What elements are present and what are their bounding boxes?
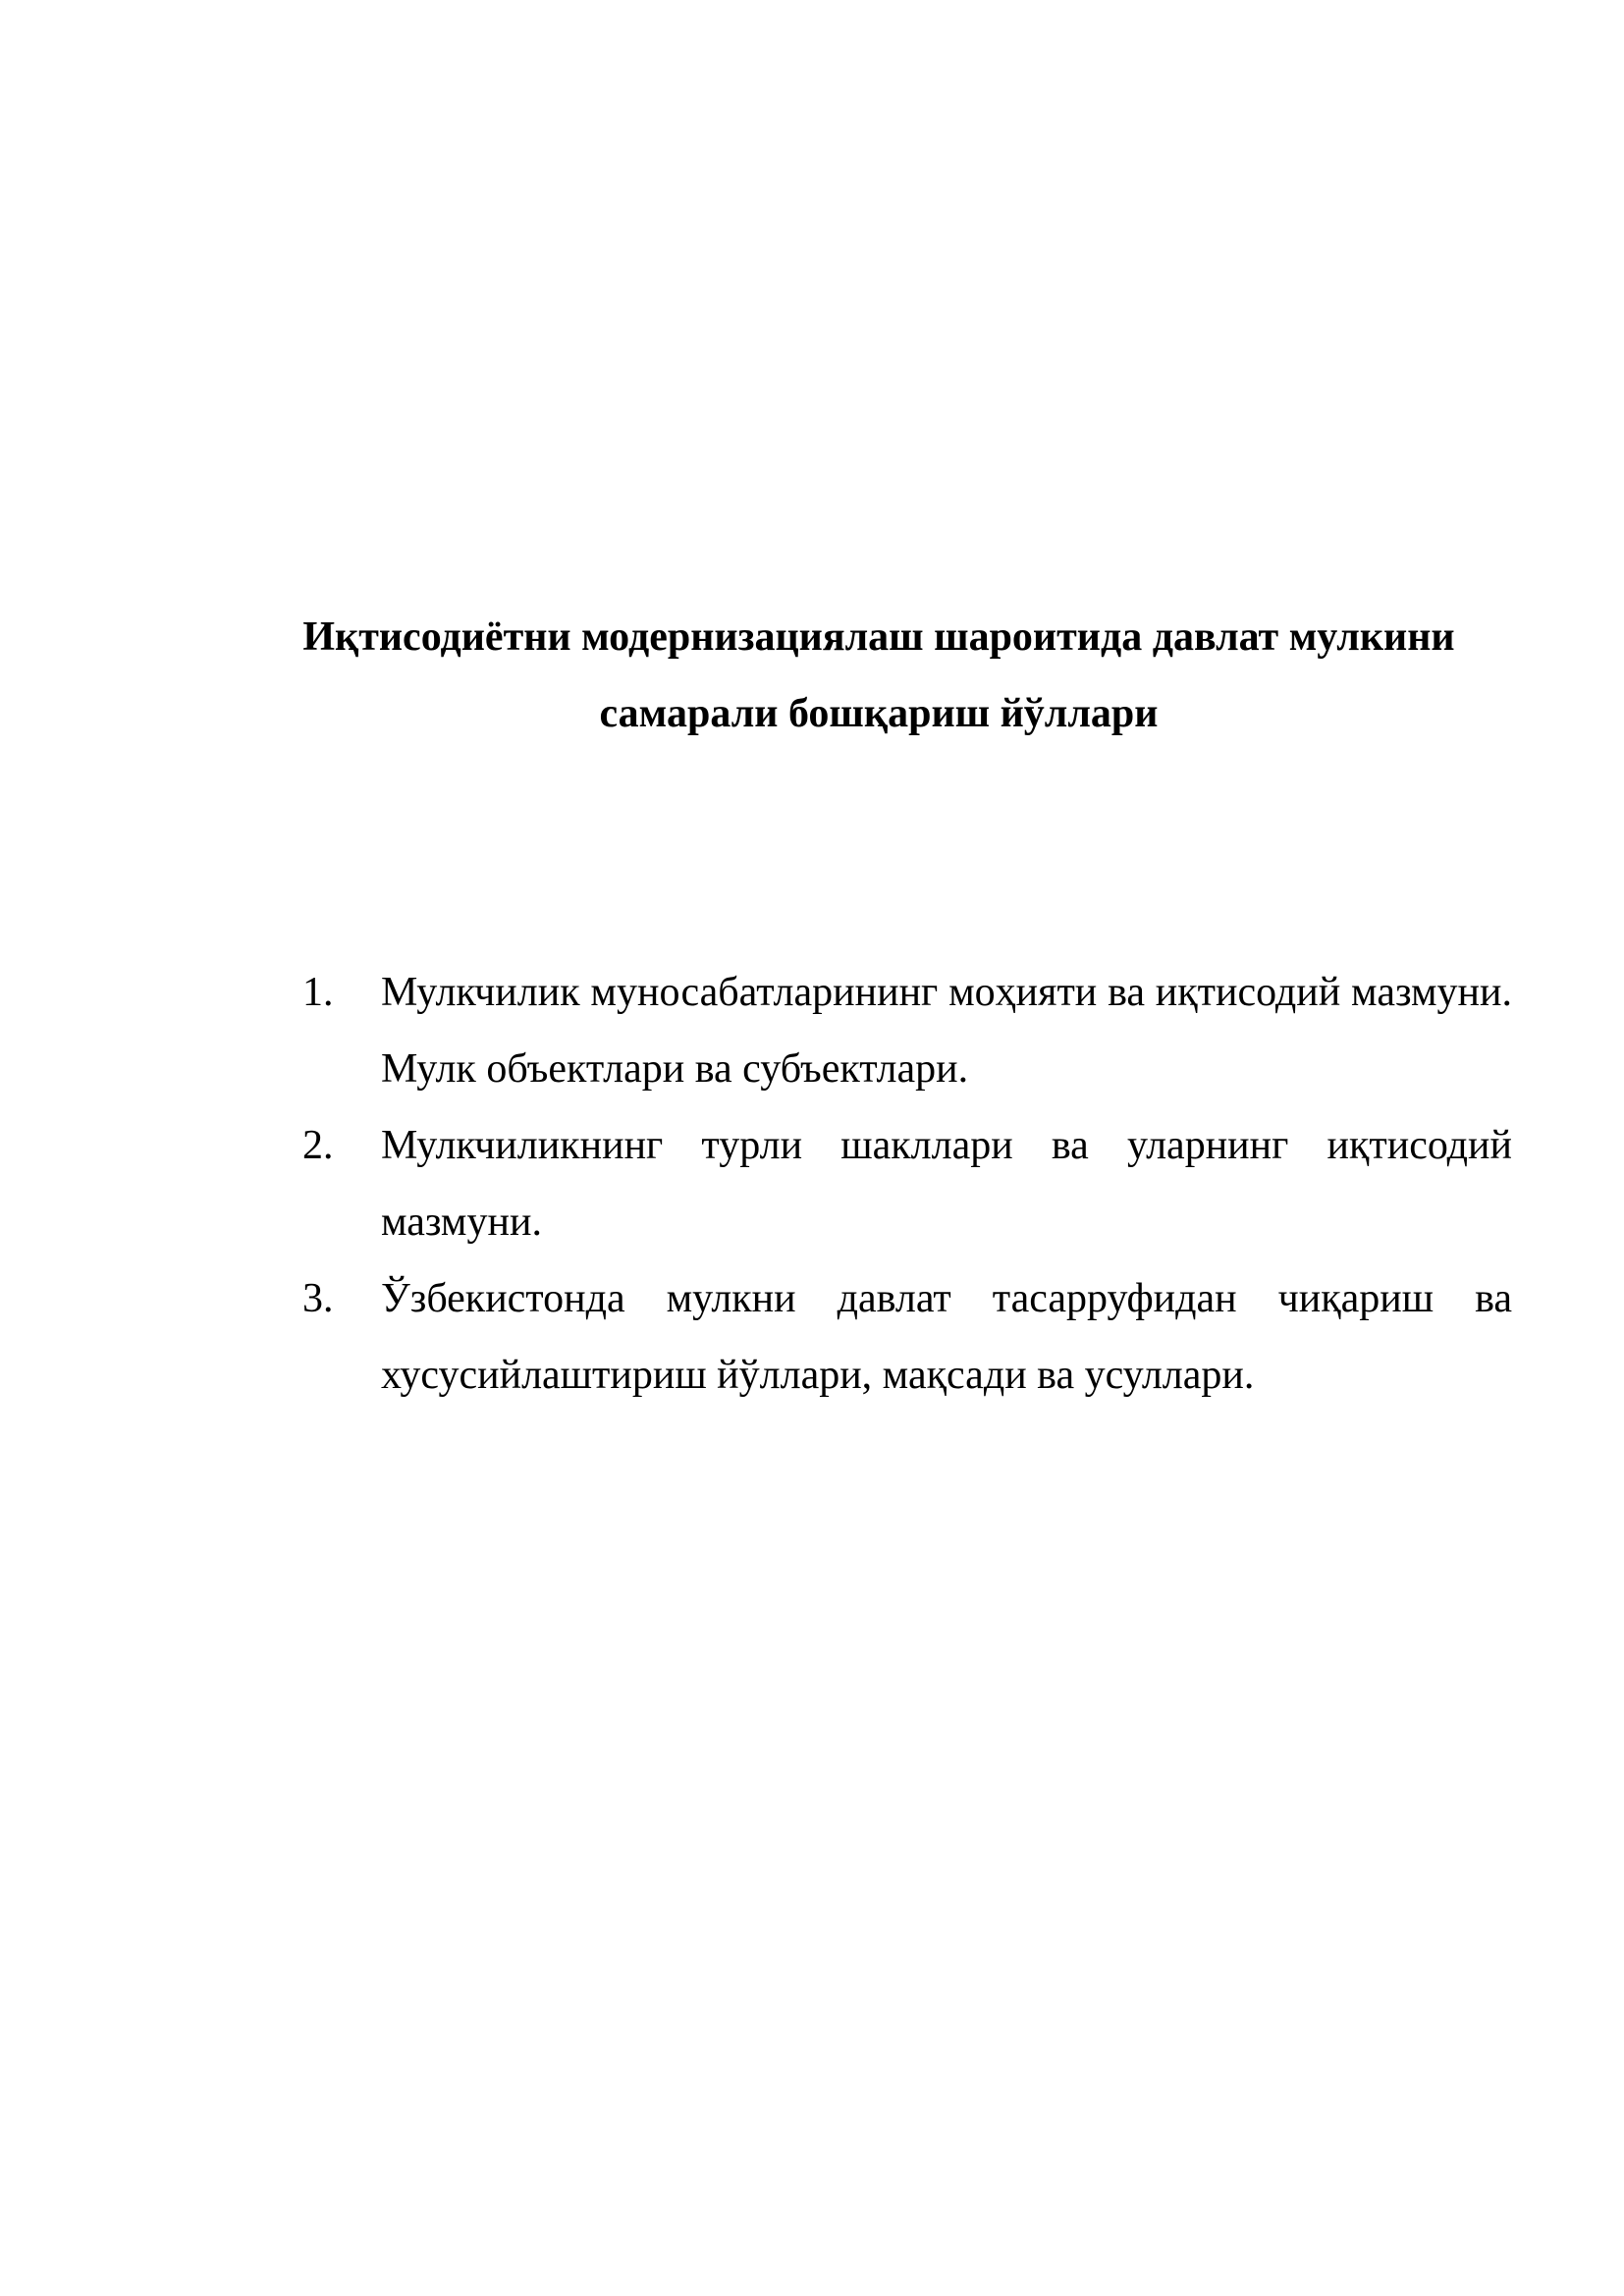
title-line-1: Иқтисодиётни модернизациялаш шароитида давлат мулкини <box>302 614 1455 660</box>
document-title <box>196 599 1561 752</box>
plan-item-number: 1. <box>302 970 334 1015</box>
plan-item-text: Мулкчилик муносабатларининг моҳияти ва иқтисодий мазмуни. Мулк объектлари ва субъектлари. <box>381 970 1512 1092</box>
plan-item-number: 3. <box>302 1276 334 1321</box>
title-line-2: самарали бошқариш йўллари <box>599 691 1159 736</box>
plan-list <box>295 954 1512 1414</box>
plan-item-1 <box>295 954 1512 1107</box>
plan-item-2 <box>295 1107 1512 1260</box>
plan-item-text: Ўзбекистонда мулкни давлат тасарруфидан чиқариш ва хусусийлаштириш йўллари, мақсади ва усуллари. <box>381 1276 1512 1398</box>
plan-item-number: 2. <box>302 1123 334 1168</box>
plan-item-text: Мулкчиликнинг турли шакллари ва уларнинг иқтисодий мазмуни. <box>381 1123 1512 1245</box>
plan-item-3 <box>295 1260 1512 1414</box>
